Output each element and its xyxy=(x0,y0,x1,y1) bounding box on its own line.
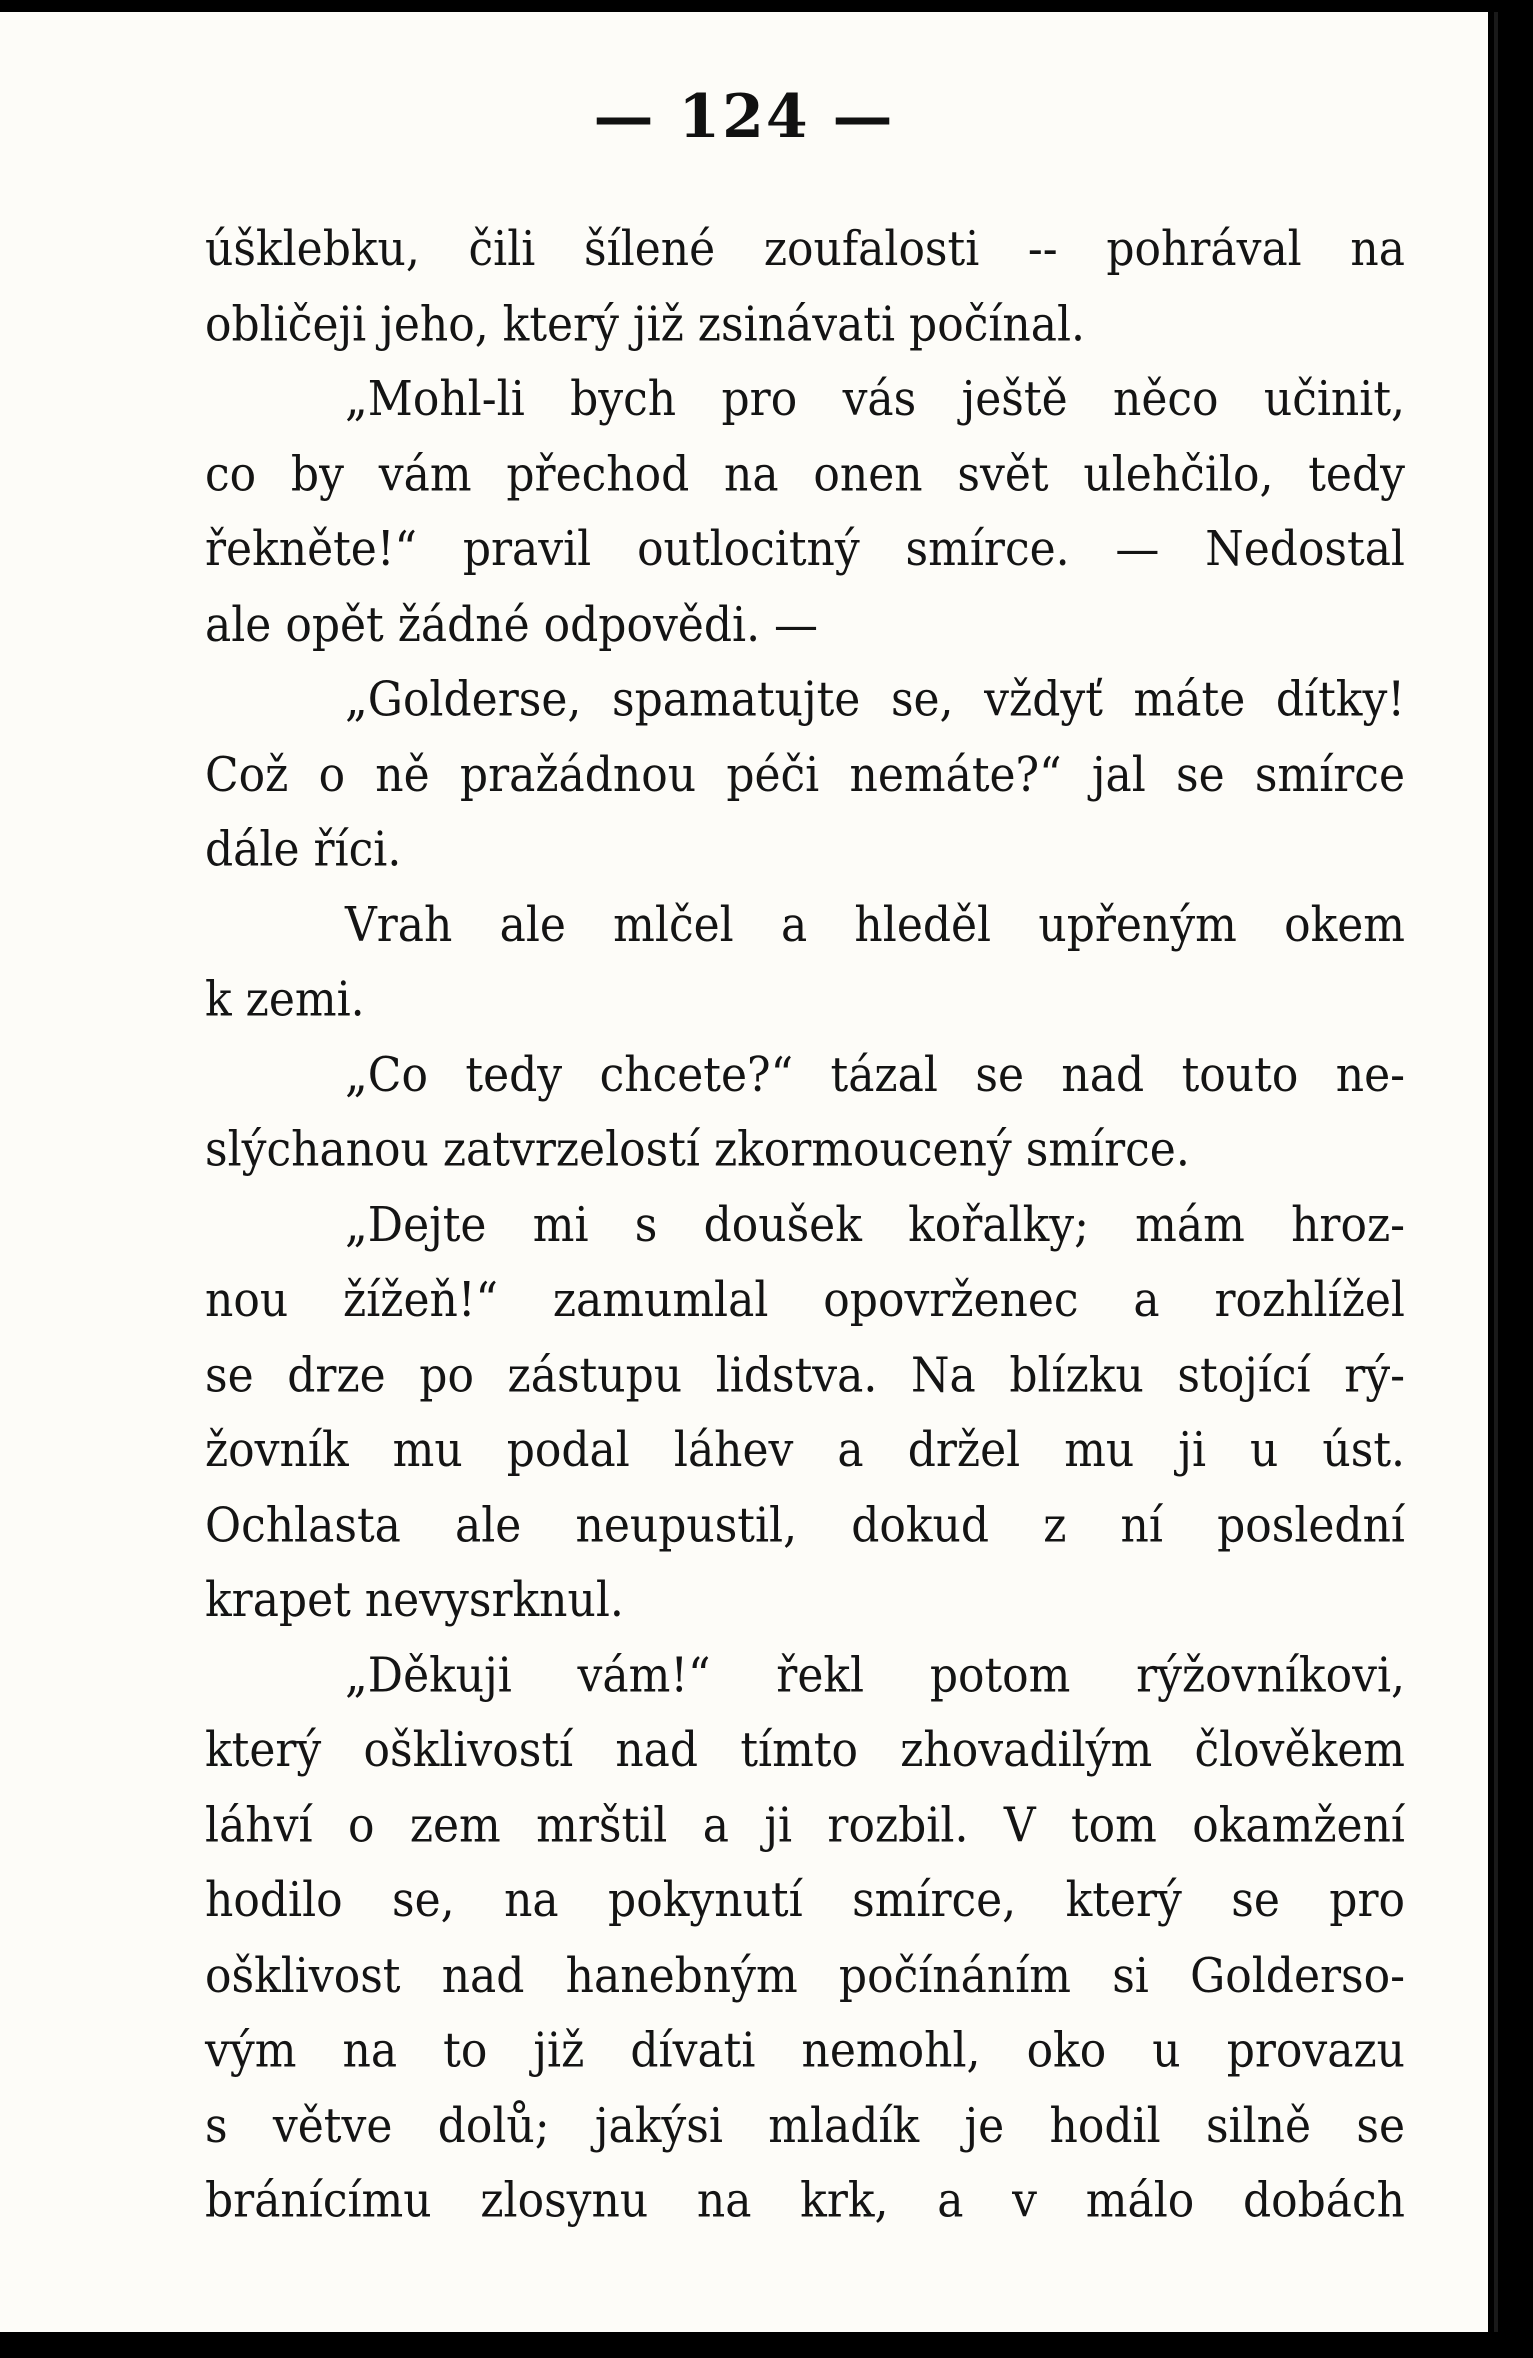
page-body-text xyxy=(205,212,1405,2239)
text-line: Vrah ale mlčel a hleděl upřeným okem xyxy=(345,897,1405,953)
text-line: obličeji jeho, který již zsinávati počínal. xyxy=(205,296,1086,352)
text-line: žovník mu podal láhev a držel mu ji u úst. xyxy=(205,1422,1405,1478)
text-line: ale opět žádné odpovědi. — xyxy=(205,597,819,653)
text-line: co by vám přechod na onen svět ulehčilo, tedy xyxy=(205,446,1405,502)
page-edge-line xyxy=(1494,12,1498,2332)
text-line: „Mohl-li bych pro vás ještě něco učinit, xyxy=(345,371,1405,427)
text-line: se drze po zástupu lidstva. Na blízku stojící rý- xyxy=(205,1347,1405,1403)
text-line: který ošklivostí nad tímto zhovadilým člověkem xyxy=(205,1722,1405,1779)
text-line: s větve dolů; jakýsi mladík je hodil silně se xyxy=(205,2098,1405,2154)
text-line: „Co tedy chcete?“ tázal se nad touto ne- xyxy=(345,1047,1405,1103)
text-line: dále říci. xyxy=(205,822,402,878)
text-line: bránícímu zlosynu na krk, a v málo dobách xyxy=(205,2173,1405,2229)
text-line: vým na to již dívati nemohl, oko u provazu xyxy=(205,2023,1405,2079)
text-line: hodilo se, na pokynutí smírce, který se pro xyxy=(205,1873,1405,1929)
text-line: krapet nevysrknul. xyxy=(205,1572,624,1628)
book-page xyxy=(0,12,1488,2332)
text-line: úšklebku, čili šílené zoufalosti -- pohrával na xyxy=(205,221,1405,277)
text-line: láhví o zem mrštil a ji rozbil. V tom okamžení xyxy=(205,1797,1405,1854)
text-line: Což o ně pražádnou péči nemáte?“ jal se smírce xyxy=(205,747,1405,803)
text-line: nou žížeň!“ zamumlal opovrženec a rozhlížel xyxy=(205,1272,1405,1328)
text-line: k zemi. xyxy=(205,972,365,1028)
text-line: ošklivost nad hanebným počínáním si Golderso- xyxy=(205,1948,1405,2004)
text-line: Ochlasta ale neupustil, dokud z ní poslední xyxy=(205,1497,1405,1553)
text-line: slýchanou zatvrzelostí zkormoucený smírce. xyxy=(205,1122,1190,1178)
page-number: — 124 — xyxy=(593,82,895,152)
text-line: „Golderse, spamatujte se, vždyť máte dítky! xyxy=(345,672,1405,728)
text-line: řekněte!“ pravil outlocitný smírce. — Nedostal xyxy=(205,521,1405,578)
text-line: „Děkuji vám!“ řekl potom rýžovníkovi, xyxy=(345,1647,1405,1703)
text-line: „Dejte mi s doušek kořalky; mám hroz- xyxy=(345,1197,1405,1253)
